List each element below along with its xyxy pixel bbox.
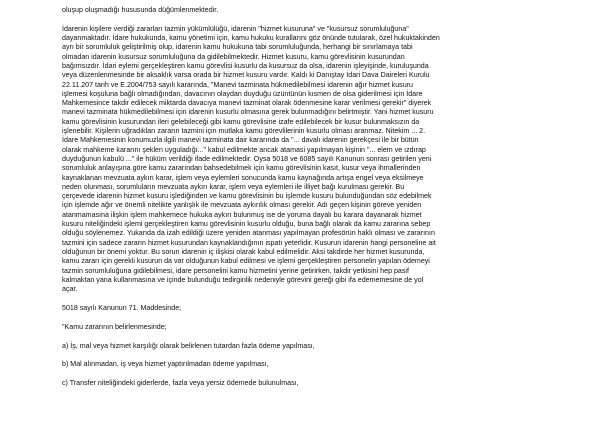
intro-line: oluşup oluşmadığı hususunda düğümlenmektedir. xyxy=(62,6,219,14)
paragraph-line: için işlemde ağır ve önemli nitelikte yanlışlık ile mevzuata aykırılık olması gerekir. Adı geçen kişinin göreve yeniden xyxy=(62,201,422,210)
paragraph-line: bağımsızdır. İdari eylemi gerçekleştiren kamu görevlisi kusurlu da kusursuz da olsa, idarenin işleyişinde, kuruluşunda xyxy=(62,61,429,70)
spacer xyxy=(62,313,562,323)
list-item-a: a) İş, mal veya hizmet karşılığı olarak belirlenen tutardan fazla ödeme yapılması, xyxy=(62,341,315,350)
paragraph-line: dayanmaktadır. İdare hukukunda, kamu yönetimi için, kamu hukuku kurallarını göz önünde tutularak, özel hukuktakinden xyxy=(62,34,440,43)
paragraph-line: Mahkemesince takdir edilecek miktarda davacıya manevi tazminat olarak ödenmesine karar verilmesi gerekir" diyerek xyxy=(62,99,432,108)
document-page xyxy=(62,6,562,388)
spacer xyxy=(62,294,562,304)
spacer xyxy=(62,370,562,380)
paragraph-line: 22.11.207 tarih ve E.2004/753 sayılı kararında, "Manevi tazminata hükmedilebilmesi idarenin ağır hizmet kusuru xyxy=(62,80,413,89)
quote-intro: "Kamu zararının belirlenmesinde; xyxy=(62,322,167,331)
paragraph-line: işlenebilir. Kişilerin uğradıkları zararın tazmini için mutlaka kamu görevlilerinin kusurlu olması aranmaz. Nitekim ... 2. xyxy=(62,127,426,136)
law-reference: 5018 sayılı Kanunun 71. Maddesinde; xyxy=(62,303,182,312)
paragraph-line: işlemesi koşuluna bağlı olmadığından, davacının olaydan duyduğu üzüntünün kısmen de olsa giderilmesi için İdare xyxy=(62,89,423,98)
paragraph-line: tazmini için sadece zararın hizmet kusurundan kaynaklandığının ispatı yeterlidir. Kusurun idarenin hangi personeline ait xyxy=(62,238,436,247)
paragraph-line: manevi tazminata hükmedilebilmesi için idarenin kusurlu olmasına gerek bulunmadığını belirtmiştir. Yani hizmet kusuru xyxy=(62,108,434,117)
paragraph-line: kusuru niteliğindeki işlemi gerçekleştiren kamu görevlisinin kusurlu olduğu, buna bağlı olarak da kamu zararına sebep xyxy=(62,220,431,229)
paragraph-line: İdarenin kişilere verdiği zararları tazmin yükümlülüğü, idarenin "hizmet kusuruna" ve "kusursuz sorumluluğuna" xyxy=(62,24,409,33)
spacer xyxy=(62,351,562,361)
paragraph-line: sorumluluk anlayışına göre kamu zararından bahsedebilmek için kamu görevlisinin kasıt, kusur veya ihmallerinden xyxy=(62,164,421,173)
list-item-b: b) Mal alınmadan, iş veya hizmet yaptırılmadan ödeme yapılması, xyxy=(62,360,269,369)
paragraph-line: kaynaklanan mevzuata aykırı karar, işlem veya eylemleri sonucunda kamu kaynağında artışa engel veya eksilmeye xyxy=(62,173,424,182)
paragraph-line: olmadan idarenin kusursuz sorumluluğuna da gidilebilmektedir. Hizmet kusuru, kamu görevlisinin kusurundan xyxy=(62,52,405,61)
main-paragraph xyxy=(62,25,562,295)
paragraph-line: olduğunun bir önemi yoktur. Bu sorun idarenin iç ilişkisi olarak kabul edilmelidir. Aksi takdirde her hizmet kusurunda, xyxy=(62,247,425,256)
paragraph-line: kalmaktan yana kullanmasına ve içinde bulunduğu tedirginlik nedeniyle görevini gereği gibi ifa edememesine de yol xyxy=(62,275,424,284)
paragraph-line: kamu görevlisinin kusurundan ileri gelebileceği gibi kamu görevlisine izafe edilebilecek bir kusur bulunmaksızın da xyxy=(62,117,420,126)
paragraph-line: atanmamasına ilişkin işlem mahkemece hukuka aykırı bulunmuş ise de yoruma dayalı bu karara dayanarak hizmet xyxy=(62,210,422,219)
paragraph-line: açar. xyxy=(62,285,78,294)
paragraph-line: tazmin sorumluluğuna gidilebilmesi, idare personelini kamu hizmetini yerine getirirken, takdir yetkisini hep pasif xyxy=(62,266,409,275)
paragraph-line: veya düzenlenmesinde bir aksaklık varsa orada bir hizmet kusuru vardır. Kaldı ki Danıştay İdari Dava Daireleri Kurulu xyxy=(62,71,430,80)
paragraph-line: olduğu söylenemez. Yukarıda da izah edildiği üzere yeniden atanması yapılmayan profesörün haklı olması ve zararının xyxy=(62,229,435,238)
paragraph-line: olarak mahkeme kararını şeklen uyguladığı..." kabul edilmekte ancak atamasi yapılmayan kişinin "... elem ve ızdırap xyxy=(62,145,426,154)
paragraph-line: çerçevede idarenin hizmet kusuru işlediğinden ve kamu görevlisinin bu işlemde kusuru bulunduğundan söz edebilmek xyxy=(62,192,432,201)
spacer xyxy=(62,15,562,25)
list-item-c: c) Transfer niteliğindeki giderlerde, fazla veya yersiz ödemede bulunulması, xyxy=(62,379,299,388)
paragraph-line: ayrı bir sorumluluk geliştirilmiş olup, idarenin kamu hukukuna tabi sorumluluğunda, herhangi bir sınırlamaya tabi xyxy=(62,43,413,52)
paragraph-line: İdare Mahkemesinin konumuzla ilgili manevi tazminata dair kararında da "... davalı idarenin gerekçesi ile bir bütün xyxy=(62,136,419,145)
paragraph-line: neden olunması, sorumluların mevzuata aykırı karar, işlem veya eylemleri ile illiyet bağı kurulması gerekir. Bu xyxy=(62,182,405,191)
spacer xyxy=(62,332,562,342)
paragraph-line: kamu zararı için gerekli kusurun da var olduğunun kabul edilmesi ve işlemi gerçekleştiren personelin yapılan ödemeyi xyxy=(62,257,430,266)
paragraph-line: duyduğunun kabulü ..." ile hüküm verildiği ifade edilmektedir. Oysa 5018 ve 6085 sayılı Kanunun sonrası getirilen yeni xyxy=(62,154,432,163)
